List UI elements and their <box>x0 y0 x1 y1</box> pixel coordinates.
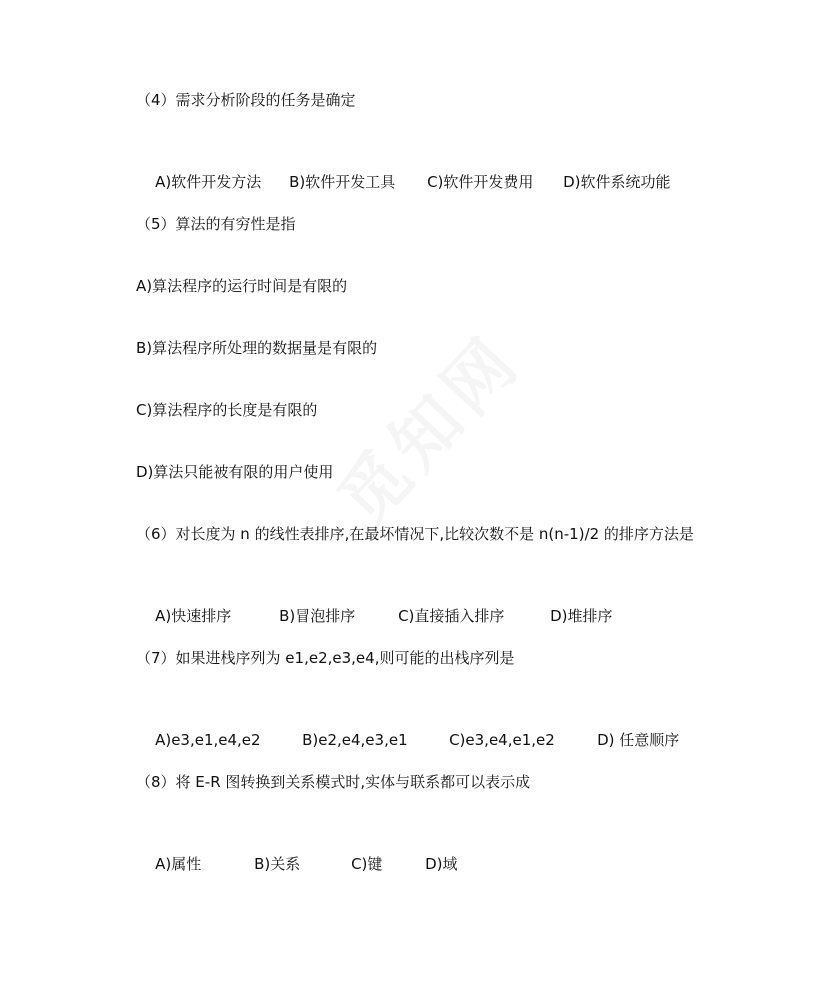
option-a: A)快速排序 <box>155 607 232 625</box>
option-a: A)软件开发方法 <box>155 173 262 191</box>
question-options-6 <box>136 586 612 646</box>
question-options-4 <box>136 152 670 212</box>
option-b: B)关系 <box>254 855 301 873</box>
option-b: B)软件开发工具 <box>289 173 396 191</box>
question-options-7 <box>136 710 679 770</box>
question-option-5-d: D)算法只能被有限的用户使用 <box>136 463 334 481</box>
option-a: A)e3,e1,e4,e2 <box>155 731 261 749</box>
option-c: C)直接插入排序 <box>398 607 505 625</box>
question-stem-8: （8）将 E-R 图转换到关系模式时,实体与联系都可以表示成 <box>136 773 531 791</box>
option-d: D)堆排序 <box>550 607 613 625</box>
question-option-5-c: C)算法程序的长度是有限的 <box>136 401 318 419</box>
question-stem-4: （4）需求分析阶段的任务是确定 <box>136 91 356 109</box>
option-c: C)键 <box>351 855 383 873</box>
option-b: B)e2,e4,e3,e1 <box>302 731 408 749</box>
option-c: C)e3,e4,e1,e2 <box>449 731 555 749</box>
option-d: D) 任意顺序 <box>597 731 680 749</box>
question-option-5-a: A)算法程序的运行时间是有限的 <box>136 277 348 295</box>
question-stem-7: （7）如果进栈序列为 e1,e2,e3,e4,则可能的出栈序列是 <box>136 649 515 667</box>
option-b: B)冒泡排序 <box>279 607 356 625</box>
question-options-8 <box>136 834 457 894</box>
option-a: A)属性 <box>155 855 202 873</box>
question-option-5-b: B)算法程序所处理的数据量是有限的 <box>136 339 378 357</box>
option-d: D)域 <box>425 855 458 873</box>
option-d: D)软件系统功能 <box>563 173 671 191</box>
option-c: C)软件开发费用 <box>427 173 534 191</box>
question-stem-6: （6）对长度为 n 的线性表排序,在最坏情况下,比较次数不是 n(n-1)/2 的排序方法是 <box>136 525 694 543</box>
question-stem-5: （5）算法的有穷性是指 <box>136 215 296 233</box>
